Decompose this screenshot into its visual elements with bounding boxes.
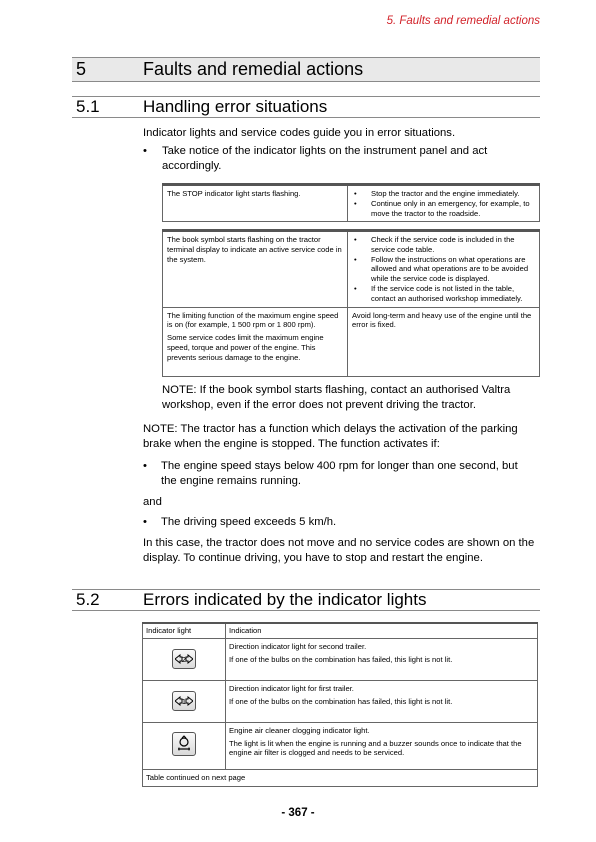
condition-text: The driving speed exceeds 5 km/h. [161,516,337,528]
indicator-box-service [162,229,540,377]
svg-text:2: 2 [181,655,187,664]
air-cleaner-icon [172,732,196,756]
action-cell [348,185,540,222]
condition-cell: The STOP indicator light starts flashing. [163,185,348,222]
indicator-box-stop [162,183,540,222]
svg-text:1: 1 [181,697,187,706]
intro-text: Indicator lights and service codes guide you in error situations. [143,127,456,139]
section-title: Handling error situations [143,97,328,116]
indication-title: Engine air cleaner clogging indicator light. [229,725,370,735]
indication-title: Direction indicator light for first trailer. [229,683,354,693]
note-label: NOTE [162,384,194,396]
column-header: Indication [226,623,538,638]
condition-paragraph: Some service codes limit the maximum engine speed, torque and power of the engine. This prevents serious damage to the engine. [167,333,324,362]
indication-cell [226,722,538,769]
bullet-marker: • [143,145,147,157]
instruction-text: Take notice of the indicator lights on the instrument panel and act accordingly. [162,145,488,172]
condition-cell: The book symbol starts flashing on the tractor terminal display to indicate an active service code in the system. [163,231,348,308]
icon-cell [143,638,226,680]
column-header: Indicator light [143,623,226,638]
action-item: • Check if the service code is included in the service code table. [352,235,535,255]
page-number: - 367 - [281,807,315,819]
section-title: Errors indicated by the indicator lights [143,590,427,609]
table-row [143,638,538,680]
direction-trailer-1-icon [172,691,196,711]
action-cell [348,231,540,308]
indication-detail: If one of the bulbs on the combination has failed, this light is not lit. [229,654,453,664]
icon-cell [143,680,226,722]
condition-cell [163,307,348,376]
table-continued-note: Table continued on next page [143,769,538,786]
table-row [143,680,538,722]
note-parking-brake [143,422,541,451]
note-book-symbol [162,383,538,412]
action-item: • Continue only in an emergency, for example, to move the tractor to the roadside. [352,199,535,219]
indication-detail: If one of the bulbs on the combination has failed, this light is not lit. [229,696,453,706]
action-cell: Avoid long-term and heavy use of the engine until the error is fixed. [348,307,540,376]
running-head: 5. Faults and remedial actions [386,15,540,27]
indication-title: Direction indicator light for second trailer. [229,641,367,651]
indication-detail: The light is lit when the engine is running and a buzzer sounds once to indicate that the engine air filter is clogged and needs to be serviced. [229,738,522,758]
bullet-marker: • [143,516,147,528]
closing-text: In this case, the tractor does not move and no service codes are shown on the display. To continue driving, you have to stop and restart the engine. [143,537,535,564]
section-heading-5-1 [72,96,540,118]
section-heading-5-2 [72,589,540,611]
section-number: 5.2 [76,590,100,609]
direction-trailer-2-icon [172,649,196,669]
table-row [143,722,538,769]
and-text: and [143,496,162,508]
indication-cell [226,638,538,680]
note-label: NOTE [143,423,175,435]
section-heading-5 [72,57,540,82]
action-item: • Stop the tractor and the engine immediately. [352,189,535,199]
action-item: • Follow the instructions on what operations are allowed and what operations are to be avoided while the service code is displayed. [352,255,535,284]
action-item: • If the service code is not listed in the table, contact an authorised workshop immediately. [352,284,535,304]
section-number: 5.1 [76,97,100,116]
note-text: : If the book symbol starts flashing, contact an authorised Valtra workshop, even if the error does not prevent driving the tractor. [162,384,511,411]
indication-cell [226,680,538,722]
condition-text: The engine speed stays below 400 rpm for longer than one second, but the engine remains running. [161,460,518,487]
condition-paragraph: The limiting function of the maximum engine speed is on (for example, 1 500 rpm or 1 800 rpm). [167,310,339,330]
icon-cell [143,722,226,769]
section-number: 5 [76,59,87,79]
note-text: : The tractor has a function which delays the activation of the parking brake when the engine is stopped. The function activates if: [143,423,518,450]
section-title: Faults and remedial actions [143,59,364,79]
bullet-marker: • [143,460,147,472]
indicator-lights-table [142,622,538,787]
